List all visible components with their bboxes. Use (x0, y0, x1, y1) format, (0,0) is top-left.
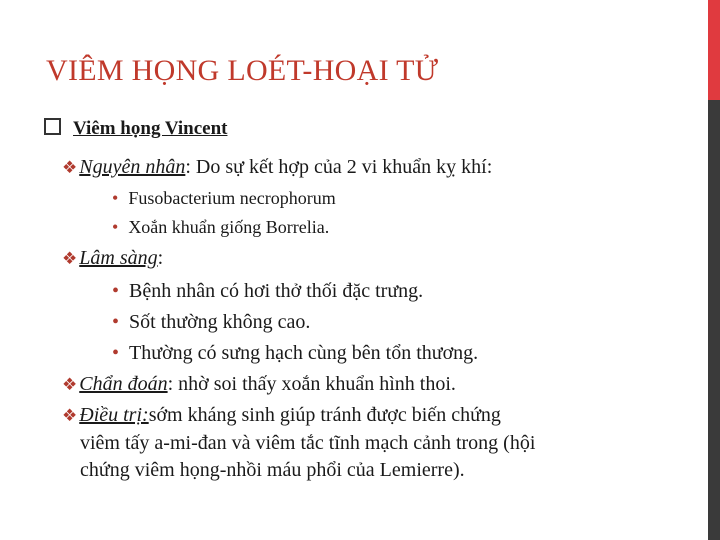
slide-title: VIÊM HỌNG LOÉT-HOẠI TỬ (46, 54, 439, 87)
list-item (112, 188, 336, 209)
item-clinical (62, 247, 163, 270)
list-item (112, 280, 423, 303)
list-item-text: Sốt thường không cao. (129, 311, 311, 333)
bullet-icon: • (112, 342, 120, 364)
list-item (112, 342, 478, 365)
item-label: Nguyên nhân (79, 156, 186, 178)
section-heading-text: Viêm họng Vincent (73, 118, 228, 139)
diamond-bullet-icon: ❖ (62, 406, 78, 425)
bullet-icon: • (112, 217, 119, 237)
list-item-text: Xoắn khuẩn giống Borrelia. (128, 217, 330, 237)
item-treatment (62, 404, 501, 427)
item-text: : (157, 247, 164, 269)
list-item (112, 217, 329, 238)
item-cause (62, 156, 492, 179)
bullet-icon: • (112, 280, 120, 302)
item-label: Điều trị: (79, 404, 149, 426)
checkbox-square-icon (44, 118, 61, 135)
diamond-bullet-icon: ❖ (62, 375, 78, 394)
accent-bar (708, 0, 720, 100)
item-text: : nhờ soi thấy xoắn khuẩn hình thoi. (167, 373, 456, 395)
item-text-continued: chứng viêm họng-nhồi máu phổi của Lemierre). (80, 459, 465, 481)
list-item-text: Thường có sưng hạch cùng bên tổn thương. (129, 342, 479, 364)
item-label: Chẩn đoán (79, 373, 168, 395)
list-item (112, 311, 310, 334)
item-text-continued: viêm tấy a-mi-đan và viêm tắc tĩnh mạch cảnh trong (hội (80, 432, 536, 454)
bullet-icon: • (112, 311, 120, 333)
list-item-text: Bệnh nhân có hơi thở thối đặc trưng. (129, 280, 424, 302)
diamond-bullet-icon: ❖ (62, 249, 78, 268)
item-label: Lâm sàng (79, 247, 158, 269)
side-bar (708, 100, 720, 540)
list-item-text: Fusobacterium necrophorum (128, 188, 336, 208)
diamond-bullet-icon: ❖ (62, 158, 78, 177)
item-text: : Do sự kết hợp của 2 vi khuẩn kỵ khí: (185, 156, 493, 178)
item-diagnosis (62, 373, 456, 396)
section-heading (44, 118, 227, 140)
item-text: sớm kháng sinh giúp tránh được biến chứng (148, 404, 501, 426)
bullet-icon: • (112, 188, 119, 208)
